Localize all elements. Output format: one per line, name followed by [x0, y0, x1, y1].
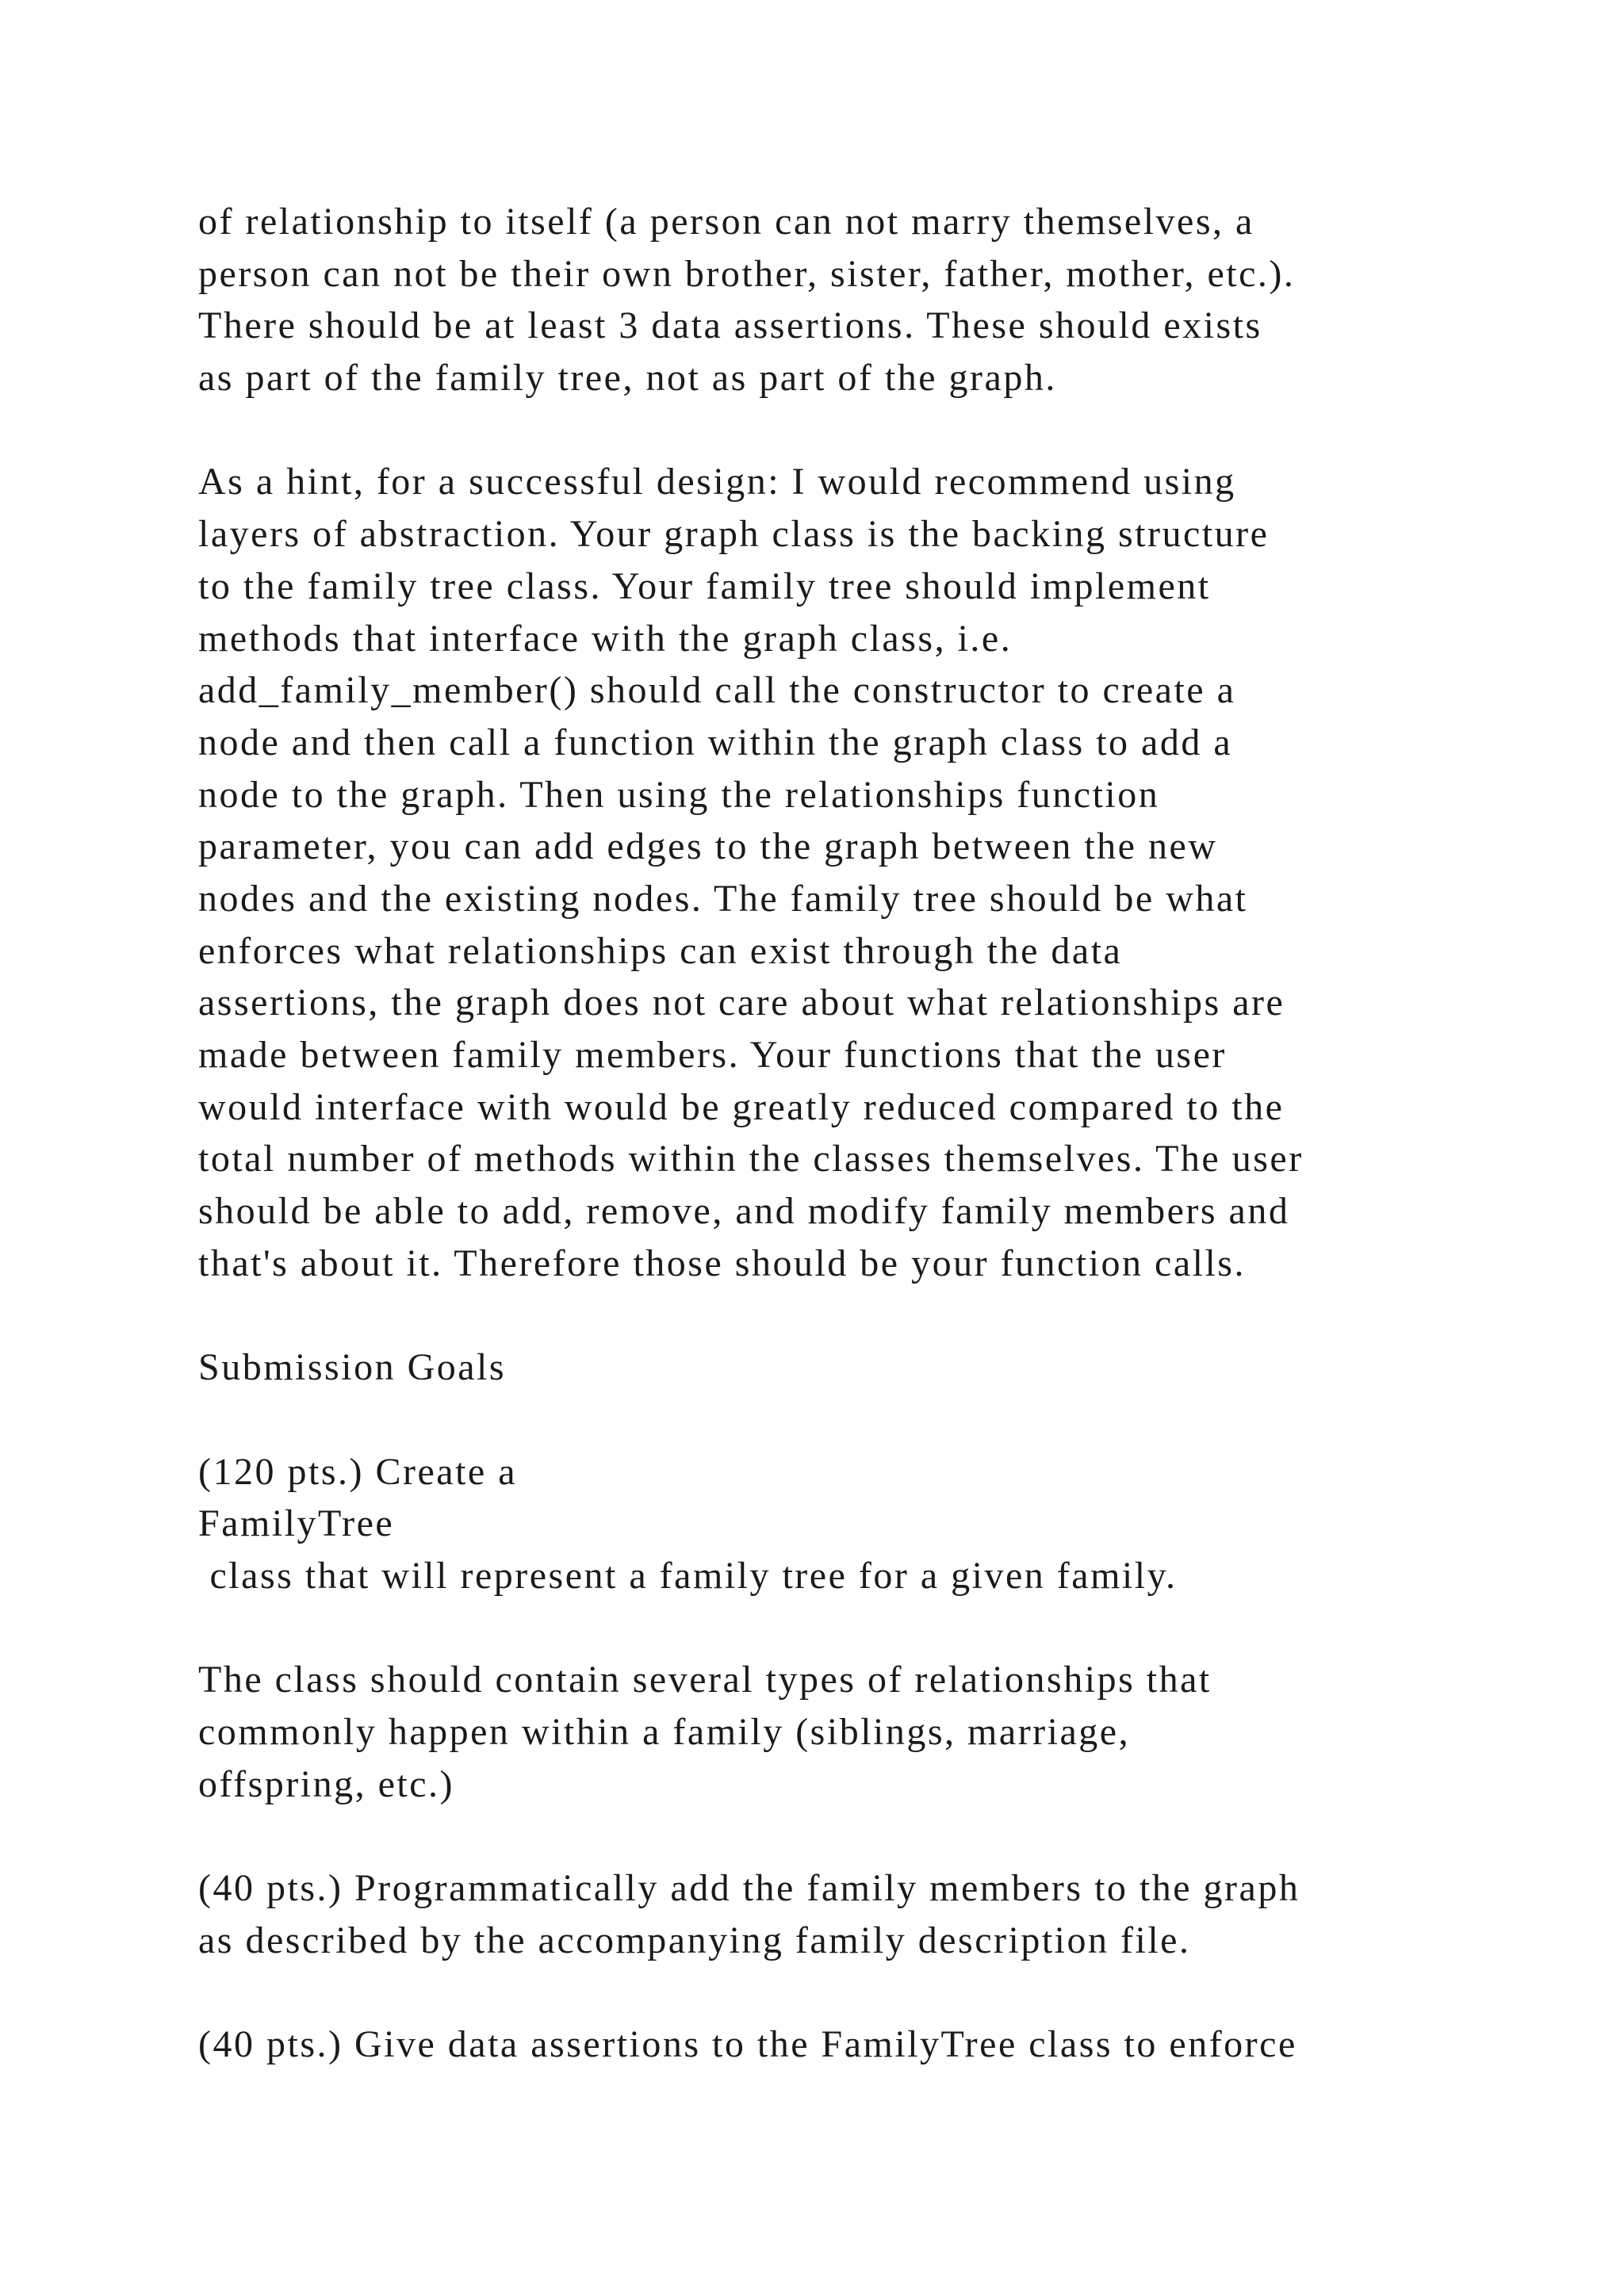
text-line: offspring, etc.) — [198, 1762, 455, 1805]
text-line: class that will represent a family tree for a given family. — [198, 1554, 1178, 1597]
text-line: of relationship to itself (a person can not marry themselves, a — [198, 201, 1254, 243]
text-line: would interface with would be greatly reduced compared to the — [198, 1085, 1285, 1128]
text-line: node and then call a function within the graph class to add a — [198, 721, 1233, 763]
text-line: (40 pts.) Give data assertions to the FamilyTree class to enforce — [198, 2023, 1297, 2066]
section-heading: Submission Goals — [198, 1346, 507, 1389]
text-line: made between family members. Your functions that the user — [198, 1034, 1227, 1076]
text-line: (40 pts.) Programmatically add the family members to the graph — [198, 1867, 1300, 1909]
blank-line — [198, 1394, 1562, 1446]
document-body — [198, 196, 1562, 2071]
text-line: parameter, you can add edges to the graph between the new — [198, 825, 1218, 868]
text-line: should be able to add, remove, and modify family members and — [198, 1190, 1290, 1233]
blank-line — [198, 1810, 1562, 1862]
text-line: As a hint, for a successful design: I would recommend using — [198, 461, 1236, 503]
text-line: that's about it. Therefore those should be your function calls. — [198, 1242, 1246, 1284]
text-line: add_family_member() should call the constructor to create a — [198, 669, 1236, 712]
text-line: nodes and the existing nodes. The family tree should be what — [198, 877, 1248, 920]
blank-line — [198, 1602, 1562, 1655]
blank-line — [198, 1966, 1562, 2019]
text-line: methods that interface with the graph class, i.e. — [198, 617, 1013, 660]
text-line: to the family tree class. Your family tree should implement — [198, 564, 1211, 607]
text-line: enforces what relationships can exist through the data — [198, 929, 1123, 972]
text-line: as part of the family tree, not as part of the graph. — [198, 357, 1057, 400]
text-line: commonly happen within a family (siblings, marriage, — [198, 1710, 1131, 1753]
text-line: assertions, the graph does not care about what relationships are — [198, 982, 1285, 1024]
text-line: There should be at least 3 data assertions. These should exists — [198, 304, 1262, 347]
blank-line — [198, 1289, 1562, 1341]
text-line: FamilyTree — [198, 1502, 395, 1545]
text-line: node to the graph. Then using the relationships function — [198, 773, 1160, 816]
text-line: person can not be their own brother, sister, father, mother, etc.). — [198, 252, 1296, 295]
text-line: (120 pts.) Create a — [198, 1450, 518, 1493]
text-line: The class should contain several types of relationships that — [198, 1659, 1212, 1701]
blank-line — [198, 404, 1562, 457]
text-line: as described by the accompanying family description file. — [198, 1919, 1191, 1961]
text-line: layers of abstraction. Your graph class is the backing structure — [198, 513, 1270, 556]
text-line: total number of methods within the classes themselves. The user — [198, 1138, 1304, 1181]
